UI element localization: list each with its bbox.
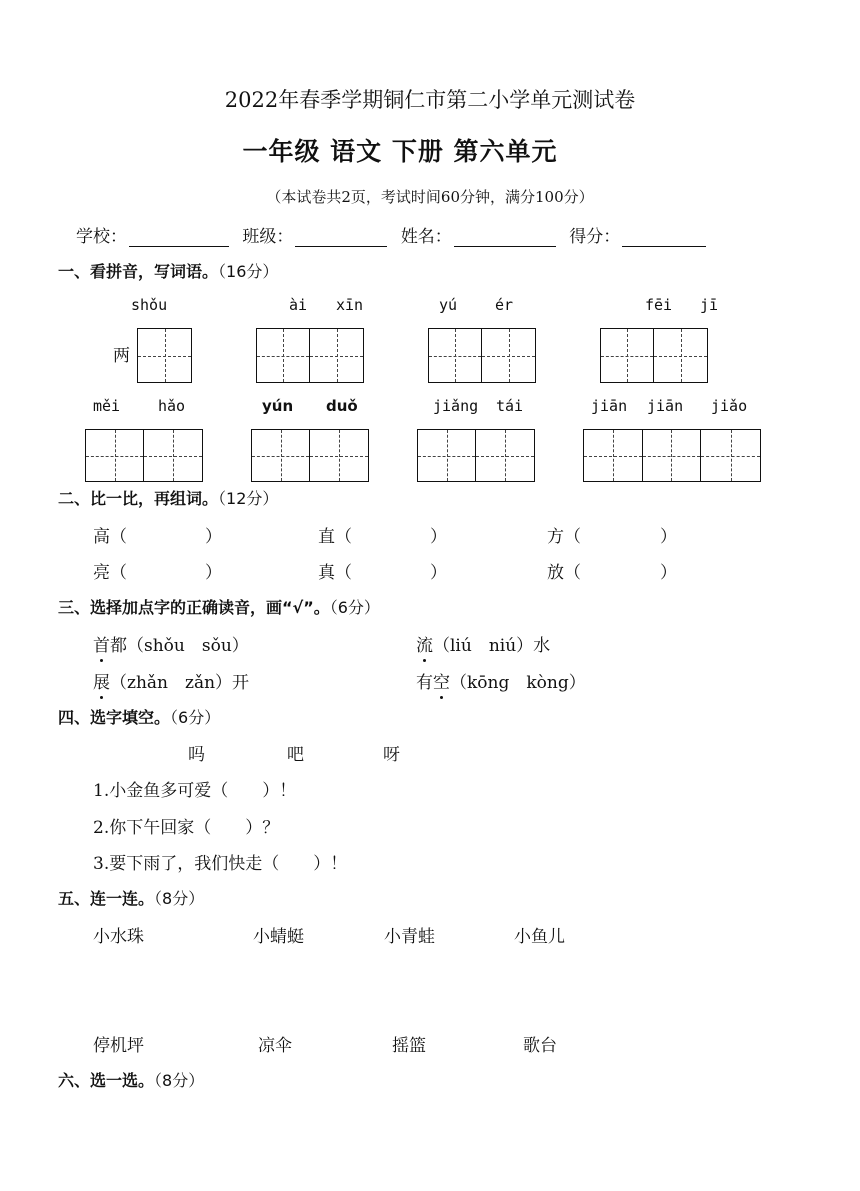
match-bottom-item[interactable]: 凉伞: [258, 1036, 292, 1056]
match-bottom-item[interactable]: 歌台: [523, 1036, 557, 1056]
name-blank[interactable]: [454, 230, 556, 247]
writing-grid[interactable]: [85, 429, 203, 482]
pronunciation-item-3: [93, 668, 249, 693]
name-label: 姓名：: [400, 227, 452, 247]
section-4-title: [58, 705, 220, 728]
writing-grid[interactable]: [600, 328, 708, 383]
pinyin: shǒu: [131, 296, 168, 314]
writing-grid[interactable]: [251, 429, 369, 482]
section-6-title: [58, 1068, 204, 1091]
options: 都（shǒu sǒu）: [110, 636, 249, 656]
compare-item: 方（: [547, 527, 581, 547]
compare-item: 真（: [318, 563, 352, 583]
section-3-title: [58, 595, 380, 618]
class-blank[interactable]: [295, 230, 387, 247]
pinyin: yú: [439, 296, 458, 314]
fill-sentence: 2.你下午回家（ ）？: [93, 818, 280, 838]
pronunciation-item-4: [416, 668, 586, 693]
dotted-char: 空: [433, 668, 450, 693]
pinyin: měi: [93, 397, 121, 415]
pronunciation-item-2: [416, 631, 550, 656]
section-1-score: （16分）: [218, 262, 279, 281]
writing-grid[interactable]: [428, 328, 536, 383]
fill-sentence: 3.要下雨了，我们快走（ ）！: [93, 854, 348, 874]
section-4-score: （6分）: [170, 708, 221, 727]
school-blank[interactable]: [129, 230, 229, 247]
compare-close: ）: [660, 563, 677, 583]
options: （zhǎn zǎn）开: [110, 673, 250, 693]
pinyin: jiān: [647, 397, 684, 415]
score-blank[interactable]: [622, 230, 706, 247]
match-top-item[interactable]: 小青蛙: [384, 927, 435, 947]
writing-grid[interactable]: [256, 328, 364, 383]
section-1-heading: 一、看拼音，写词语。: [58, 262, 219, 281]
section-5-score: （8分）: [154, 889, 205, 908]
compare-item: 高（: [93, 527, 127, 547]
dotted-char: 展: [93, 668, 110, 693]
pinyin: hǎo: [158, 397, 186, 415]
pronunciation-item-1: [93, 631, 249, 656]
pinyin: ér: [495, 296, 514, 314]
pinyin: fēi: [645, 296, 673, 314]
match-top-item[interactable]: 小蜻蜓: [253, 927, 304, 947]
writing-grid[interactable]: [583, 429, 761, 482]
school-label: 学校：: [76, 227, 127, 247]
match-bottom-item[interactable]: 停机坪: [93, 1036, 144, 1056]
dotted-char: 首: [93, 631, 110, 656]
compare-close: ）: [205, 527, 222, 547]
word-choice: 吗: [188, 745, 205, 765]
dotted-char: 流: [416, 631, 433, 656]
plain-char: 有: [416, 673, 433, 693]
section-2-title: [58, 486, 278, 509]
pinyin: yún: [262, 397, 294, 415]
compare-item: 放（: [547, 563, 581, 583]
match-top-item[interactable]: 小鱼儿: [514, 927, 565, 947]
section-2-score: （12分）: [218, 489, 279, 508]
student-info-row: [76, 222, 714, 247]
compare-item: 亮（: [93, 563, 127, 583]
pinyin: ài: [289, 296, 308, 314]
pinyin: jiǎng: [433, 397, 479, 415]
section-6-score: （8分）: [154, 1071, 205, 1090]
compare-close: ）: [660, 527, 677, 547]
exam-title: 2022年春季学期铜仁市第二小学单元测试卷: [224, 88, 636, 112]
section-5-title: [58, 886, 204, 909]
exam-note: （本试卷共2页，考试时间60分钟，满分100分）: [266, 188, 594, 206]
pinyin: jiǎo: [711, 397, 748, 415]
options: （liú niú）水: [433, 636, 551, 656]
section-6-heading: 六、选一选。: [58, 1071, 155, 1090]
compare-item: 直（: [318, 527, 352, 547]
section-3-heading: 三、选择加点字的正确读音，画“√”。: [58, 598, 330, 617]
section-5-heading: 五、连一连。: [58, 889, 155, 908]
exam-subtitle: 一年级 语文 下册 第六单元: [242, 137, 558, 166]
section-1-title: [58, 259, 278, 282]
section-2-heading: 二、比一比，再组词。: [58, 489, 219, 508]
compare-close: ）: [430, 527, 447, 547]
pinyin: jī: [700, 296, 719, 314]
pinyin: jiān: [591, 397, 628, 415]
word-choice: 吧: [287, 745, 304, 765]
compare-close: ）: [205, 563, 222, 583]
pinyin: tái: [496, 397, 524, 415]
class-label: 班级：: [242, 227, 294, 247]
section-3-score: （6分）: [329, 598, 380, 617]
match-bottom-item[interactable]: 摇篮: [392, 1036, 426, 1056]
compare-close: ）: [430, 563, 447, 583]
score-label: 得分：: [569, 227, 621, 247]
writing-grid[interactable]: [137, 328, 192, 383]
pinyin: duǒ: [326, 397, 358, 415]
pinyin: xīn: [336, 296, 364, 314]
options: （kōng kòng）: [450, 673, 586, 693]
match-top-item[interactable]: 小水珠: [93, 927, 144, 947]
fill-sentence: 1.小金鱼多可爱（ ）！: [93, 781, 297, 801]
prefix-char: 两: [113, 346, 130, 366]
section-4-heading: 四、选字填空。: [58, 708, 171, 727]
writing-grid[interactable]: [417, 429, 535, 482]
word-choice: 呀: [383, 745, 400, 765]
